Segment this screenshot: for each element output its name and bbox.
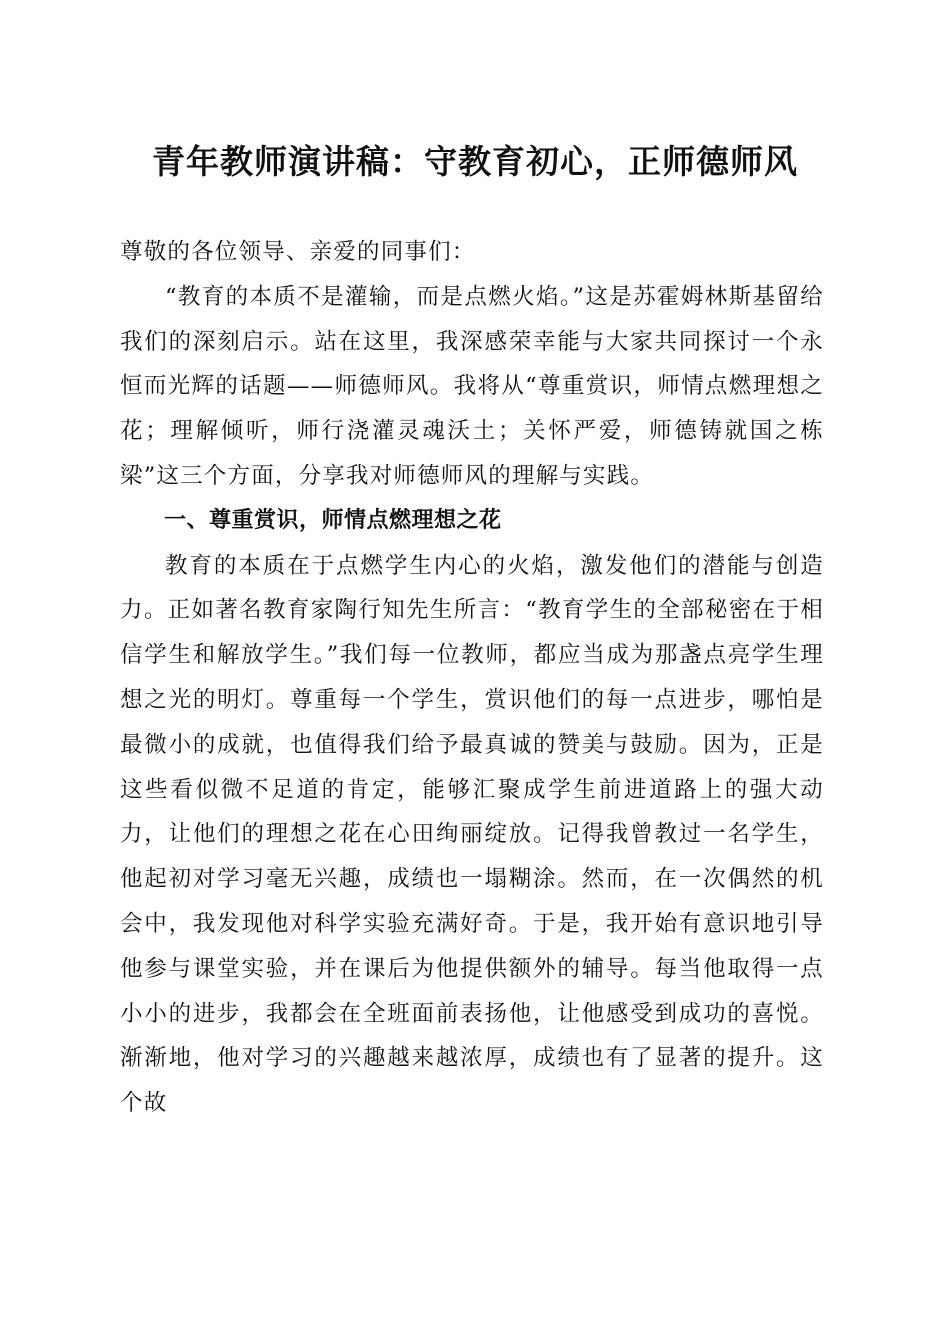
section-heading: 一、尊重赏识，师情点燃理想之花 bbox=[164, 507, 502, 533]
document-title: 青年教师演讲稿：守教育初心，正师德师风 bbox=[152, 142, 798, 181]
section-paragraph: 教育的本质在于点燃学生内心的火焰，激发他们的潜能与创造力。正如著名教育家陶行知先生所言：“教育学生的全部秘密在于相信学生和解放学生。”我们每一位教师，都应当成为那盏点亮学生理想之光的明灯。尊重每一个学生，赏识他们的每一点进步，哪怕是最微小的成就，也值得我们给予最真诚的赞美与鼓励。因为，正是这些看似微不足道的肯定，能够汇聚成学生前进道路上的强大动力，让他们的理想之花在心田绚丽绽放。记得我曾教过一名学生，他起初对学习毫无兴趣，成绩也一塌糊涂。然而，在一次偶然的机会中，我发现他对科学实验充满好奇。于是，我开始有意识地引导他参与课堂实验，并在课后为他提供额外的辅导。每当他取得一点小小的进步，我都会在全班面前表扬他，让他感受到成功的喜悦。渐渐地，他对学习的兴趣越来越浓厚，成绩也有了显著的提升。这个故 bbox=[120, 552, 824, 1117]
intro-paragraph: “教育的本质不是灌输，而是点燃火焰。”这是苏霍姆林斯基留给我们的深刻启示。站在这里，我深感荣幸能与大家共同探讨一个永恒而光辉的话题——师德师风。我将从“尊重赏识，师情点燃理想之花；理解倾听，师行浇灌灵魂沃土；关怀严爱，师德铸就国之栋梁”这三个方面，分享我对师德师风的理解与实践。 bbox=[120, 283, 824, 489]
document-body bbox=[120, 230, 824, 1126]
salutation: 尊敬的各位领导、亲爱的同事们： bbox=[120, 239, 476, 265]
